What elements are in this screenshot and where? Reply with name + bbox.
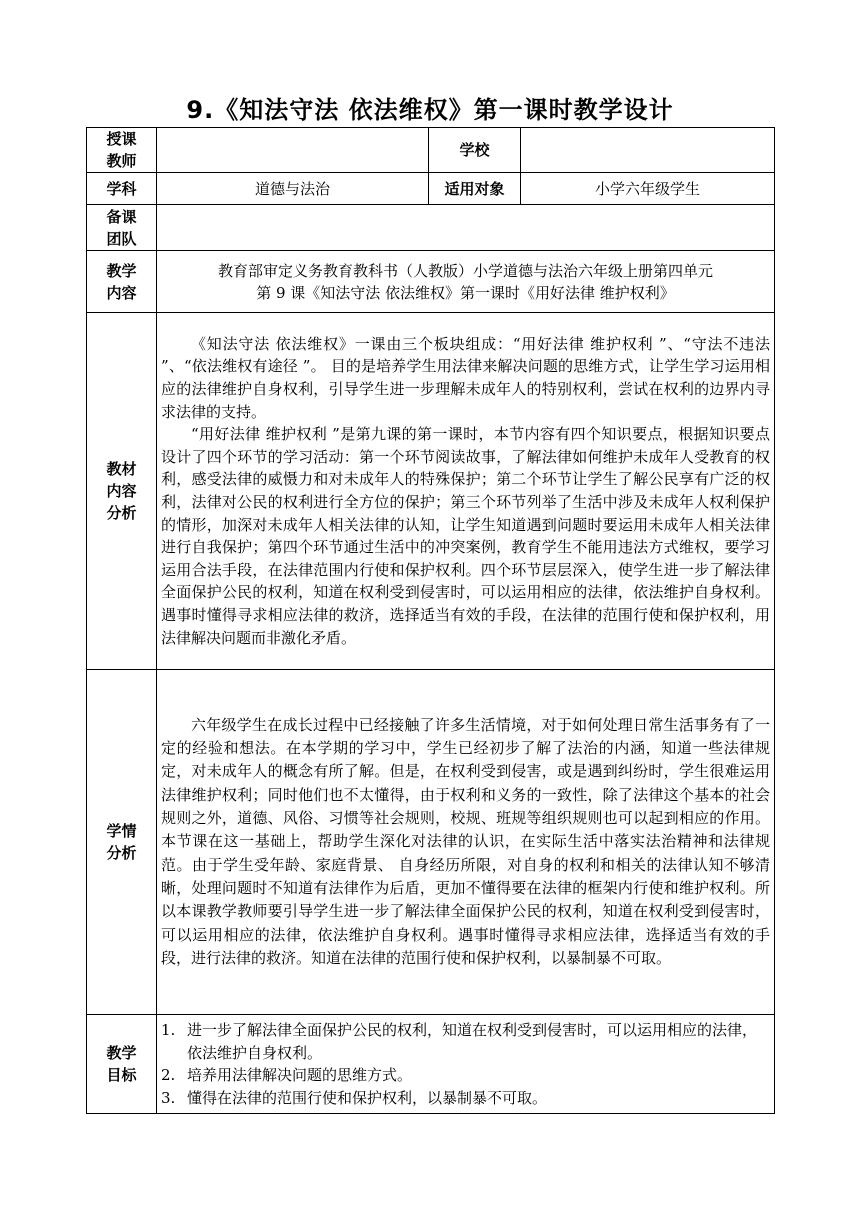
subject-label: 学科: [87, 173, 157, 205]
teacher-label: 授课 教师: [87, 128, 157, 173]
row-teacher-school: [87, 128, 775, 173]
goals-value: [157, 1015, 775, 1114]
school-value: [521, 128, 775, 173]
row-student-analysis: [87, 670, 775, 1015]
content-value: [157, 251, 775, 313]
row-team: [87, 205, 775, 251]
lesson-plan-table: [86, 127, 775, 1114]
row-subject-audience: [87, 173, 775, 205]
material-label: 教材 内容 分析: [87, 313, 157, 670]
goal-item: 2. 培养用法律解决问题的思维方式。: [161, 1066, 413, 1084]
goals-label: 教学 目标: [87, 1015, 157, 1114]
team-value: [157, 205, 775, 251]
material-paragraph-1: 《知法守法 依法维权》一课由三个板块组成：“用好法律 维护权利 ”、“守法不违法 ”、“依法维权有途径 ”。 目的是培养学生用法律来解决问题的思维方式，让学生学习运用相应的法律维护自身权利，引导学生进一步理解未成年人的特别权利，尝试在权利的边界内寻求法律的支持。: [161, 334, 770, 421]
content-line-1: 教育部审定义务教育教科书（人教版）小学道德与法治六年级上册第四单元: [217, 261, 713, 280]
goal-item: 3. 懂得在法律的范围行使和保护权利，以暴制暴不可取。: [161, 1088, 548, 1107]
school-label: 学校: [429, 128, 521, 173]
goals-list: [161, 1019, 770, 1109]
teacher-value: [157, 128, 429, 173]
audience-value: 小学六年级学生: [521, 173, 775, 205]
row-goals: [87, 1015, 775, 1114]
row-content: [87, 251, 775, 313]
students-paragraph: 六年级学生在成长过程中已经接触了许多生活情境，对于如何处理日常生活事务有了一定的经验和想法。在本学期的学习中，学生已经初步了解了法治的内涵，知道一些法律规定，对未成年人的概念有所了解。但是，在权利受到侵害，或是遇到纠纷时，学生很难运用法律维护权利；同时他们也不太懂得，由于权利和义务的一致性，除了法律这个基本的社会规则之外，道德、风俗、习惯等社会规则，校规、班规等组织规则也可以起到相应的作用。本节课在这一基础上，帮助学生深化对法律的认识，在实际生活中落实法治精神和法律规范。由于学生受年龄、家庭背景、 自身经历所限，对自身的权利和相关的法律认知不够清晰，处理问题时不知道有法律作为后盾，更加不懂得要在法律的框架内行使和维护权利。所以本课教学教师要引导学生进一步了解法律全面保护公民的权利，知道在权利受到侵害时，可以运用相应的法律，依法维护自身权利。遇事时懂得寻求相应法律，选择适当有效的手段，进行法律的救济。知道在法律的范围行使和保护权利，以暴制暴不可取。: [161, 715, 770, 967]
audience-label: 适用对象: [429, 173, 521, 205]
content-label: 教学 内容: [87, 251, 157, 313]
students-label: 学情 分析: [87, 670, 157, 1015]
content-line-2: 第 9 课《知法守法 依法维权》第一课时《用好法律 维护权利》: [256, 283, 675, 302]
students-value: [157, 670, 775, 1015]
document-title: 9.《知法守法 依法维权》第一课时教学设计: [186, 96, 674, 124]
material-paragraph-2: “用好法律 维护权利 ”是第九课的第一课时，本节内容有四个知识要点，根据知识要点设计了四个环节的学习活动：第一个环节阅读故事，了解法律如何维护未成年人受教育的权利，感受法律的威慑力和对未成年人的特殊保护；第二个环节让学生了解公民享有广泛的权利，法律对公民的权利进行全方位的保护；第三个环节列举了生活中涉及未成年人权利保护的情形，加深对未成年人相关法律的认知，让学生知道遇到问题时要运用未成年人相关法律进行自我保护；第四个环节通过生活中的冲突案例，教育学生不能用违法方式维权，要学习运用合法手段，在法律范围内行使和保护权利。四个环节层层深入，使学生进一步了解法律全面保护公民的权利，知道在权利受到侵害时，可以运用相应的法律，依法维护自身权利。遇事时懂得寻求相应法律的救济，选择适当有效的手段，在法律的范围行使和保护权利，用法律解决问题而非激化矛盾。: [161, 425, 770, 647]
team-label: 备课 团队: [87, 205, 157, 251]
material-value: [157, 313, 775, 670]
row-material-analysis: [87, 313, 775, 670]
goal-item: 1. 进一步了解法律全面保护公民的权利，知道在权利受到侵害时，可以运用相应的法律，依法维护自身权利。: [161, 1021, 758, 1062]
subject-value: 道德与法治: [157, 173, 429, 205]
